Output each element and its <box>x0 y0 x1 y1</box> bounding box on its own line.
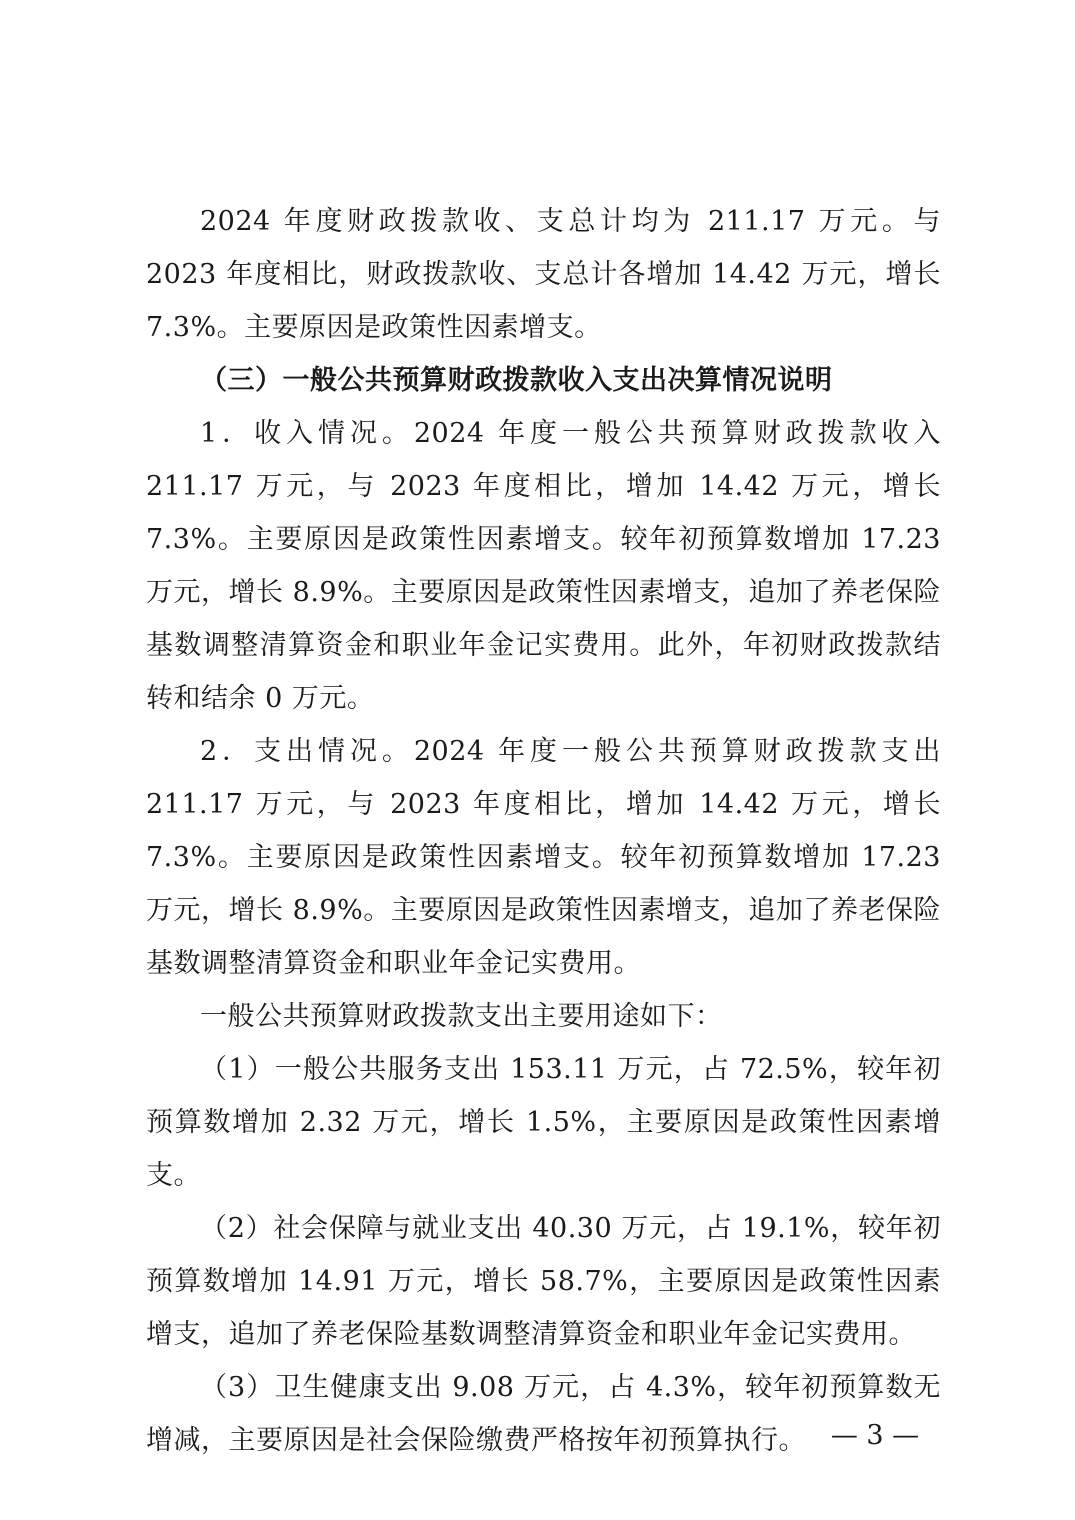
paragraph-income: 1．收入情况。2024 年度一般公共预算财政拨款收入 211.17 万元，与 2023 年度相比，增加 14.42 万元，增长 7.3%。主要原因是政策性因素增支。较年初预算数增加 17.23 万元，增长 8.9%。主要原因是政策性因素增支，追加了养老保险基数调整清算资金和职业年金记实费用。此外，年初财政拨款结转和结余 0 万元。 <box>146 418 941 714</box>
paragraph-item-2: （2）社会保障与就业支出 40.30 万元，占 19.1%，较年初预算数增加 14.91 万元，增长 58.7%，主要原因是政策性因素增支，追加了养老保险基数调整清算资金和职业年金记实费用。 <box>146 1213 941 1350</box>
page-number: — 3 — <box>830 1420 920 1451</box>
section-heading-3: （三）一般公共预算财政拨款收入支出决算情况说明 <box>200 365 833 396</box>
paragraph-item-3: （3）卫生健康支出 9.08 万元，占 4.3%，较年初预算数无增减，主要原因是社会保险缴费严格按年初预算执行。 <box>146 1372 941 1456</box>
paragraph-summary: 2024 年度财政拨款收、支总计均为 211.17 万元。与 2023 年度相比，财政拨款收、支总计各增加 14.42 万元，增长 7.3%。主要原因是政策性因素增支。 <box>146 206 941 343</box>
document-body <box>146 195 941 1467</box>
paragraph-expenditure: 2．支出情况。2024 年度一般公共预算财政拨款支出 211.17 万元，与 2023 年度相比，增加 14.42 万元，增长 7.3%。主要原因是政策性因素增支。较年初预算数增加 17.23 万元，增长 8.9%。主要原因是政策性因素增支，追加了养老保险基数调整清算资金和职业年金记实费用。 <box>146 736 941 979</box>
paragraph-uses-intro: 一般公共预算财政拨款支出主要用途如下： <box>200 1001 723 1032</box>
paragraph-item-1: （1）一般公共服务支出 153.11 万元，占 72.5%，较年初预算数增加 2.32 万元，增长 1.5%，主要原因是政策性因素增支。 <box>146 1054 941 1191</box>
